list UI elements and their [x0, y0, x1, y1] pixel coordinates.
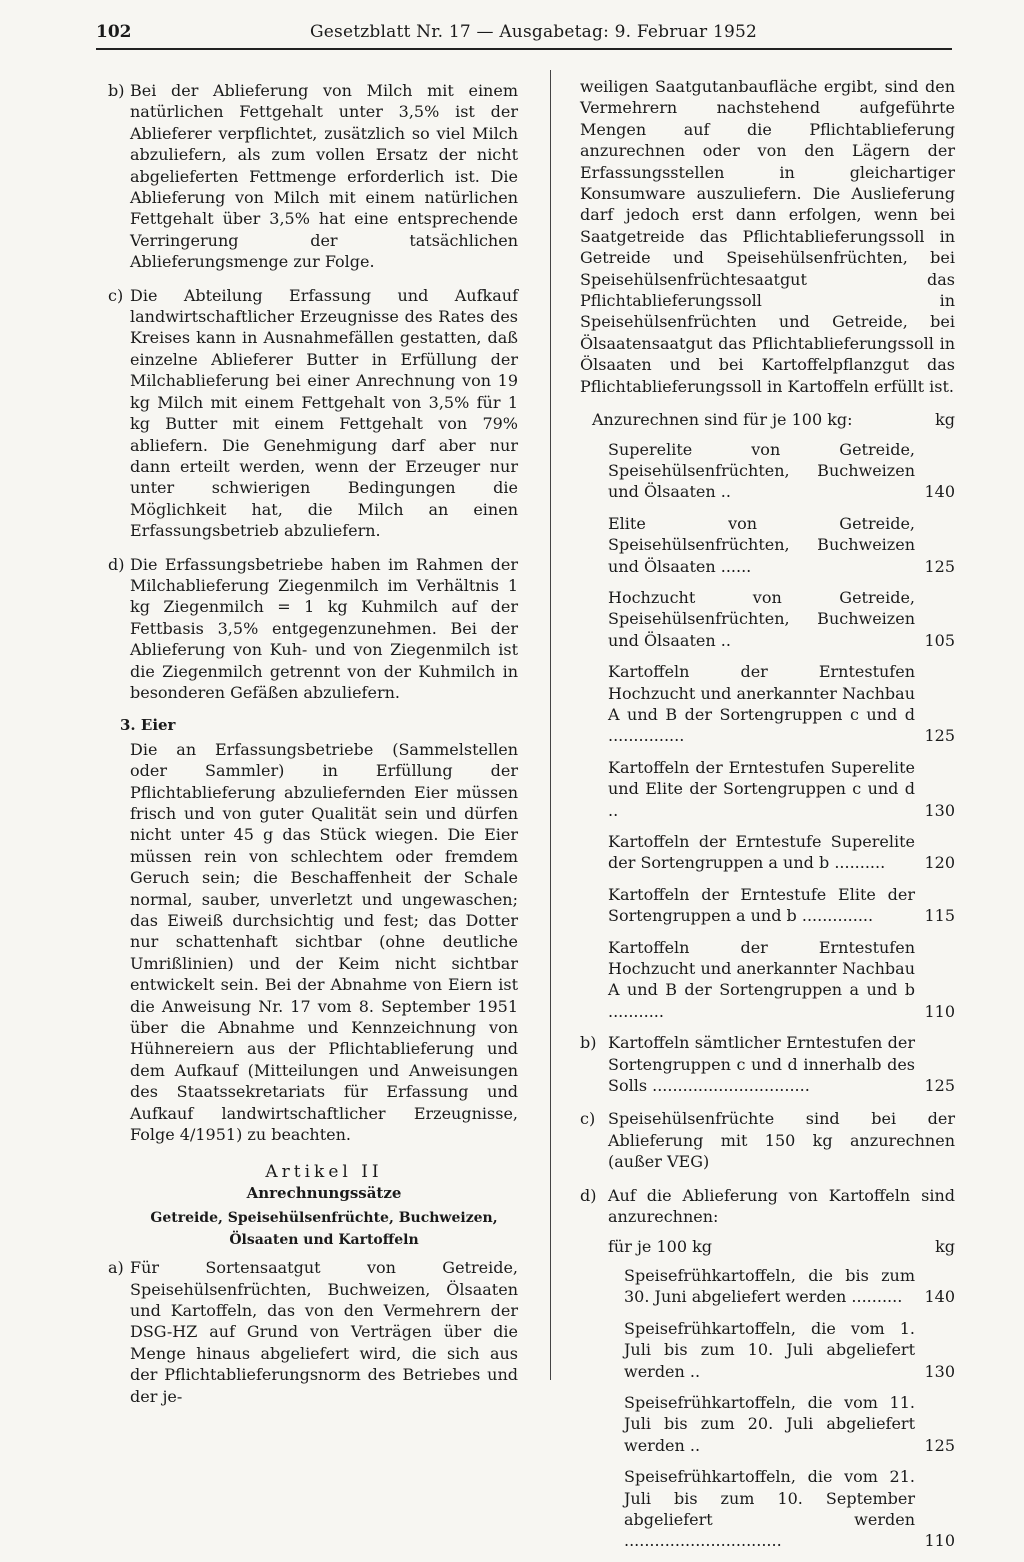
continued-text: weiligen Saatgutanbaufläche ergibt, sind den Vermehrern nachstehend aufgeführte Mengen auf die Pflichtablieferung anzurechnen oder von den Lägern der Erfassungsstellen in gleichartiger Konsumware auszuliefern. Die Auslieferung darf jedoch erst dann erfolgen, wenn bei Saatgetreide das Pflichtablieferungssoll in Getreide und Speisehülsenfrüchten, bei Speisehülsenfrüchtesaatgut das Pflichtablieferungssoll in Speisehülsenfrüchten und Getreide, bei Ölsaatensaatgut das Pflichtablieferungssoll in Ölsaaten und bei Kartoffelpflanzgut das Pflichtablieferungssoll in Kartoffeln erfüllt ist. — [580, 77, 955, 396]
row-value: 140 — [924, 482, 955, 502]
row-text: Kartoffeln der Erntestufe Elite der Sortengruppen a und b .............. — [608, 884, 915, 926]
table-row — [608, 831, 955, 874]
item-b-right — [580, 1032, 955, 1096]
item-label: d) — [108, 554, 125, 574]
row-value: 130 — [924, 1361, 955, 1381]
table-row — [608, 587, 955, 651]
row-value: 120 — [924, 853, 955, 873]
row-text: Speisefrühkartoffeln, die vom 11. Juli bis zum 20. Juli abgeliefert werden .. — [624, 1392, 915, 1455]
row-text: Kartoffeln der Erntestufen Superelite und Elite der Sortengruppen c und d .. — [608, 757, 915, 820]
table-row — [608, 661, 955, 747]
item-c-right — [580, 1108, 955, 1172]
eier-heading: 3. Eier — [120, 716, 176, 735]
table-row — [624, 1265, 955, 1308]
row-value: 110 — [924, 1001, 955, 1021]
item-label: b) — [108, 81, 125, 100]
table-row — [624, 1466, 955, 1552]
item-text: Die Abteilung Erfassung und Aufkauf landwirtschaftlicher Erzeugnisse des Rates des Kreises kann in Ausnahmefällen gestatten, daß einzelne Ablieferer Butter in Erfüllung der Milchablieferung bei einer Anrechnung von 19 kg Milch mit einem Fettgehalt von 3,5% für 1 kg Butter mit einem Fettgehalt von 79% abliefern. Die Genehmigung darf aber nur dann erteilt werden, wenn der Erzeuger nur unter schwierigen Bedingungen die Möglichkeit hat, die Milch an einen Erfassungsbetrieb abzuliefern. — [130, 285, 518, 541]
row-value: 130 — [924, 800, 955, 820]
item-label: c) — [108, 285, 124, 305]
article-subheading: Anrechnungssätze — [246, 1183, 402, 1202]
item-text: Für Sortensaatgut von Getreide, Speisehülsenfrüchten, Buchweizen, Ölsaaten und Kartoffeln, das von den Vermehrern der DSG-HZ auf Grund von Verträgen über die Menge hinaus abgeliefert wird, die sich aus der Pflichtablieferungsnorm des Betriebes und der je- — [130, 1258, 518, 1406]
rate-table-header — [592, 409, 955, 430]
item-label: a) — [108, 1258, 124, 1278]
item-label: b) — [580, 1033, 597, 1053]
row-value: 110 — [924, 1531, 955, 1551]
item-d-right — [580, 1185, 955, 1228]
row-value: 125 — [924, 726, 955, 746]
table-row — [624, 1392, 955, 1456]
item-a — [108, 1257, 518, 1407]
rate-table-title: Anzurechnen sind für je 100 kg: — [592, 410, 853, 430]
table-row — [608, 1032, 955, 1096]
item-c — [108, 285, 518, 542]
row-text: Elite von Getreide, Speisehülsenfrüchten, Buchweizen und Ölsaaten ...... — [608, 513, 915, 576]
row-text: Kartoffeln der Erntestufe Superelite der Sortengruppen a und b .......... — [608, 832, 915, 873]
item-label: c) — [580, 1109, 596, 1129]
item-b — [108, 80, 518, 273]
table-row — [624, 1318, 955, 1382]
d-table-header — [608, 1236, 955, 1257]
page-number: 102 — [96, 22, 132, 42]
eier-text: Die an Erfassungsbetriebe (Sammelstellen oder Sammler) in Erfüllung der Pflichtablieferung abzuliefernden Eier müssen frisch und von guter Qualität sein und dürfen nicht unter 45 g das Stück wiegen. Die Eier müssen rein von schlechtem oder fremdem Geruch sein; die Beschaffenheit der Schale normal, sauber, unverletzt und ungewaschen; das Eiweiß durchsichtig und fest; das Dotter nur schattenhaft sichtbar (ohne deutliche Umrißlinien) und der Keim nicht sichtbar entwickelt sein. Bei der Abnahme von Eiern ist die Anweisung Nr. 17 vom 8. September 1951 über die Abnahme und Kennzeichnung von Hühnereiern aus der Pflichtablieferung und dem Aufkauf (Mitteilungen und Anweisungen des Staatssekretariats für Erfassung und Aufkauf landwirtschaftlicher Erzeugnisse, Folge 4/1951) zu beachten. — [130, 739, 518, 1145]
item-text: Speisehülsenfrüchte sind bei der Ablieferung mit 150 kg anzurechnen (außer VEG) — [608, 1109, 955, 1172]
item-d — [108, 554, 518, 704]
d-rate-table — [580, 1265, 955, 1552]
row-text: Kartoffeln sämtlicher Erntestufen der Sortengruppen c und d innerhalb des Solls ............................... — [608, 1033, 915, 1096]
rate-table-unit: kg — [935, 410, 955, 430]
article-section-title: Getreide, Speisehülsenfrüchte, Buchweizen, Ölsaaten und Kartoffeln — [150, 1210, 498, 1248]
article-heading: Artikel II — [265, 1161, 383, 1182]
row-text: Speisefrühkartoffeln, die vom 21. Juli bis zum 10. September abgeliefert werden ............................... — [624, 1467, 915, 1551]
page-title: Gesetzblatt Nr. 17 — Ausgabetag: 9. Februar 1952 — [310, 22, 758, 42]
rate-table — [580, 439, 955, 1023]
item-label: d) — [580, 1185, 597, 1205]
d-table-unit: kg — [935, 1236, 955, 1256]
row-text: Superelite von Getreide, Speisehülsenfrüchten, Buchweizen und Ölsaaten .. — [608, 439, 915, 502]
table-row — [608, 884, 955, 927]
row-text: Speisefrühkartoffeln, die vom 1. Juli bis zum 10. Juli abgeliefert werden .. — [624, 1318, 915, 1381]
header-rule — [96, 48, 952, 50]
row-value: 140 — [924, 1287, 955, 1307]
table-row — [608, 439, 955, 503]
row-value: 105 — [924, 630, 955, 650]
table-row — [608, 513, 955, 577]
table-row — [608, 937, 955, 1023]
row-text: Kartoffeln der Erntestufen Hochzucht und anerkannter Nachbau A und B der Sortengruppen a und b ........... — [608, 937, 915, 1021]
item-text: Bei der Ablieferung von Milch mit einem natürlichen Fettgehalt unter 3,5% ist der Ablieferer verpflichtet, zusätzlich so viel Milch abzuliefern, als zum vollen Ersatz der nicht abgelieferten Fettmenge erforderlich ist. Die Ablieferung von Milch mit einem natürlichen Fettgehalt über 3,5% hat eine entsprechende Verringerung der tatsächlichen Ablieferungsmenge zur Folge. — [130, 81, 518, 272]
left-column — [108, 80, 518, 1419]
d-table-title: für je 100 kg — [608, 1236, 713, 1256]
row-value: 115 — [924, 906, 955, 926]
row-value: 125 — [924, 556, 955, 576]
row-text: Kartoffeln der Erntestufen Hochzucht und anerkannter Nachbau A und B der Sortengruppen c und d ............... — [608, 662, 915, 746]
right-column — [580, 76, 955, 1562]
row-value: 125 — [924, 1076, 955, 1096]
row-value: 125 — [924, 1435, 955, 1455]
item-text: Die Erfassungsbetriebe haben im Rahmen der Milchablieferung Ziegenmilch im Verhältnis 1 kg Ziegenmilch = 1 kg Kuhmilch auf der Fettbasis 3,5% entgegenzunehmen. Bei der Ablieferung von Kuh- und von Ziegenmilch ist die Ziegenmilch getrennt von der Kuhmilch in besonderen Gefäßen abzuliefern. — [130, 554, 518, 702]
item-text: Auf die Ablieferung von Kartoffeln sind anzurechnen: — [608, 1185, 955, 1227]
column-divider — [550, 70, 551, 1380]
table-row — [608, 757, 955, 821]
row-text: Speisefrühkartoffeln, die bis zum 30. Juni abgeliefert werden .......... — [624, 1265, 915, 1307]
row-text: Hochzucht von Getreide, Speisehülsenfrüchten, Buchweizen und Ölsaaten .. — [608, 587, 915, 650]
